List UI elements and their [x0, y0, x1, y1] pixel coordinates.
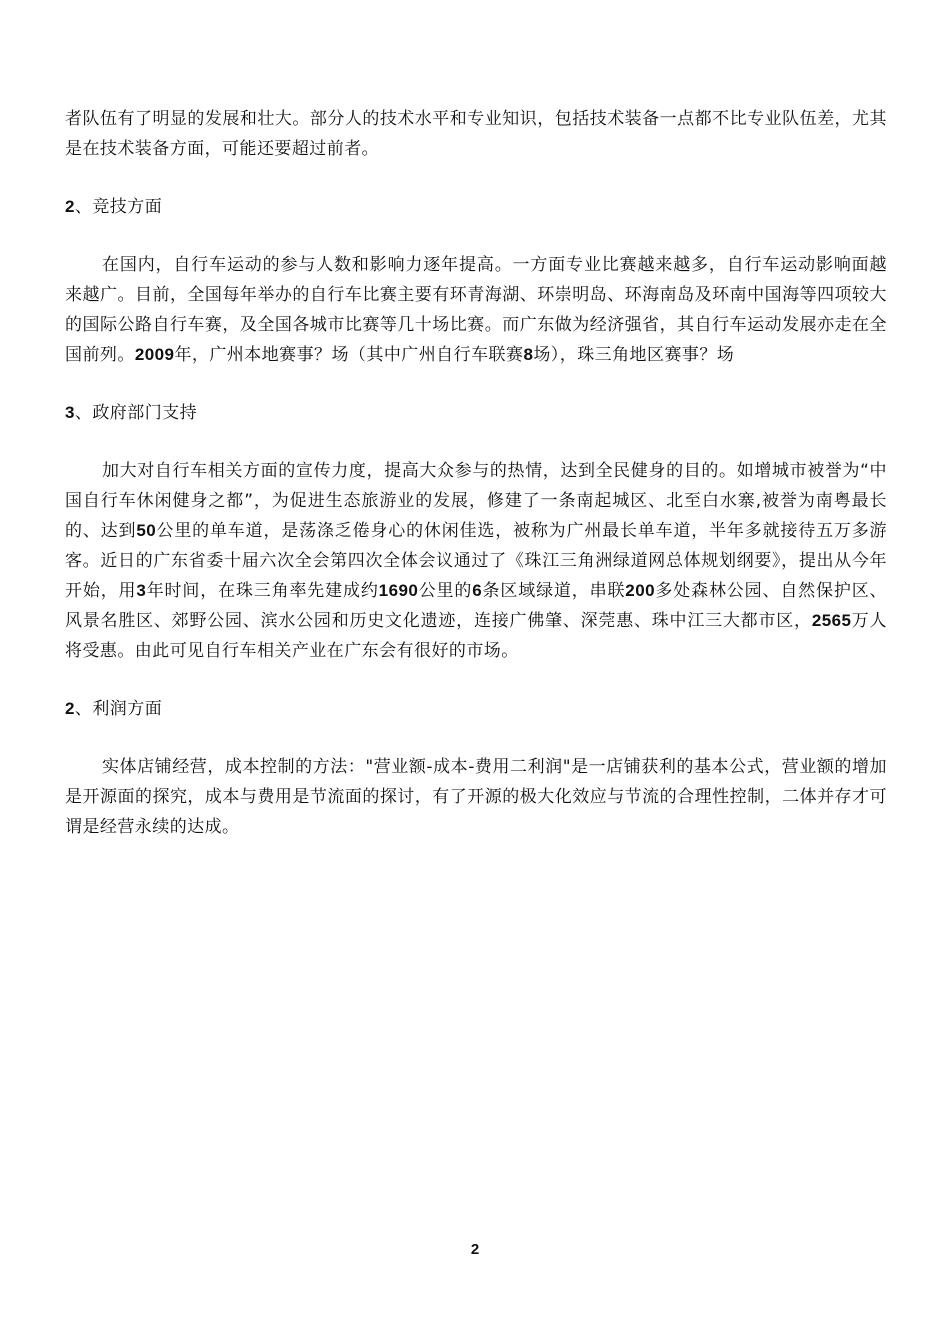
inline-number: 3: [136, 581, 147, 600]
section-heading-competition: [65, 192, 887, 222]
inline-number: 2009: [134, 345, 175, 364]
page-number: 2: [470, 1241, 480, 1258]
section-title: 、利润方面: [74, 699, 163, 719]
section-number: 2: [65, 197, 75, 216]
inline-number: 50: [136, 521, 157, 540]
intro-paragraph: 者队伍有了明显的发展和壮大。部分人的技术水平和专业知识，包括技术装备一点都不比专业队伍差，尤其是在技术装备方面，可能还要超过前者。: [65, 109, 887, 159]
inline-number: 2565: [811, 611, 852, 630]
inline-number: 6: [472, 581, 483, 600]
section-title: 、竞技方面: [74, 197, 163, 217]
section-paragraph-government: 加大对自行车相关方面的宣传力度，提高大众参与的热情，达到全民健身的目的。如增城市被誉为“中国自行车休闲健身之都”，为促进生态旅游业的发展，修建了一条南起城区、北至白水寨,被誉为南粤最长的、达到50公里的单车道，是荡涤乏倦身心的休闲佳选，被称为广州最长单车道，半年多就接待五万多游客。近日的广东省委十届六次全会第四次全体会议通过了《珠江三角洲绿道网总体规划纲要》，提出从今年开始，用3年时间，在珠三角率先建成约1690公里的6条区域绿道，串联200多处森林公园、自然保护区、风景名胜区、郊野公园、滨水公园和历史文化遗迹，连接广佛肇、深莞惠、珠中江三大都市区，2565万人将受惠。由此可见自行车相关产业在广东会有很好的市场。: [65, 461, 887, 661]
section-heading-government: [65, 398, 887, 428]
section-number: 3: [65, 403, 75, 422]
section-paragraph-competition: 在国内，自行车运动的参与人数和影响力逐年提高。一方面专业比赛越来越多，自行车运动影响面越来越广。目前，全国每年举办的自行车比赛主要有环青海湖、环崇明岛、环海南岛及环南中国海等四项较大的国际公路自行车赛，及全国各城市比赛等几十场比赛。而广东做为经济强省，其自行车运动发展亦走在全国前列。2009年，广州本地赛事？场（其中广州自行车联赛8场），珠三角地区赛事？场: [65, 255, 887, 365]
section-paragraph-profit: 实体店铺经营，成本控制的方法："营业额-成本-费用二利润"是一店铺获利的基本公式，营业额的增加是开源面的探究，成本与费用是节流面的探讨，有了开源的极大化效应与节流的合理性控制，二体并存才可谓是经营永续的达成。: [65, 757, 887, 837]
section-number: 2: [65, 699, 75, 718]
inline-number: 1690: [378, 581, 419, 600]
inline-number: 200: [625, 581, 656, 600]
inline-number: 8: [523, 345, 534, 364]
document-body: [65, 104, 887, 842]
section-heading-profit: [65, 694, 887, 724]
section-title: 、政府部门支持: [74, 403, 198, 423]
